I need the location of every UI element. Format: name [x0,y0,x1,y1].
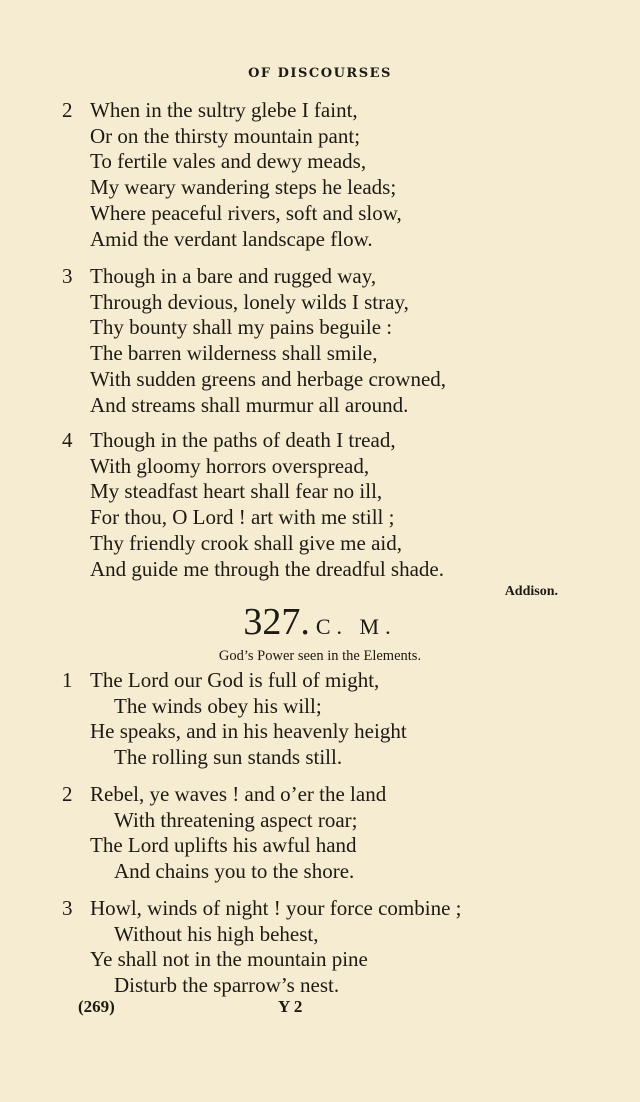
verse-line: My steadfast heart shall fear no ill, [90,479,383,504]
verse-line: The winds obey his will; [114,693,322,718]
verse-line: Through devious, lonely wilds I stray, [90,289,409,314]
stanza [62,428,582,582]
hymn-heading [0,600,640,644]
verse-line: With gloomy horrors overspread, [90,453,370,478]
stanza-number: 2 [62,98,73,122]
stanza [62,98,582,252]
hymn-meter: C. M. [315,614,397,639]
verse-line: The barren wilderness shall smile, [90,341,378,366]
verse-line: The Lord our God is full of might, [90,668,380,692]
verse-line: And streams shall murmur all around. [90,392,409,417]
verse-line: Howl, winds of night ! your force combine ; [90,896,462,920]
verse-line: Or on the thirsty mountain pant; [90,123,361,148]
verse-line: When in the sultry glebe I faint, [90,98,358,122]
verse-line: Though in a bare and rugged way, [90,264,377,288]
stanza-number: 4 [62,428,73,452]
verse-line: For thou, O Lord ! art with me still ; [90,505,395,530]
verse-line: Without his high behest, [114,921,319,946]
stanza-number: 1 [62,668,73,692]
verse-line: With threatening aspect roar; [114,807,358,832]
verse-line: Rebel, ye waves ! and o’er the land [90,782,387,806]
verse-line: The Lord uplifts his awful hand [90,833,357,858]
stanza [62,264,582,418]
verse-line: To fertile vales and dewy meads, [90,149,367,174]
verse-line: My weary wandering steps he leads; [90,175,397,200]
stanza [62,896,582,999]
running-header: OF DISCOURSES [248,66,392,81]
verse-line: Disturb the sparrow’s nest. [114,973,340,998]
hymn-number: 327. [243,601,310,643]
verse-line: And guide me through the dreadful shade. [90,556,444,581]
hymn-subtitle: God’s Power seen in the Elements. [218,648,422,664]
signature-mark: Y 2 [278,997,303,1016]
stanza [62,668,582,771]
verse-line: With sudden greens and herbage crowned, [90,366,447,391]
stanza-number: 2 [62,782,73,806]
page-number: (269) [78,997,115,1016]
verse-line: Though in the paths of death I tread, [90,428,396,452]
verse-line: Thy friendly crook shall give me aid, [90,530,402,555]
verse-line: Thy bounty shall my pains beguile : [90,315,393,340]
verse-line: He speaks, and in his heavenly height [90,719,407,744]
verse-line: Ye shall not in the mountain pine [90,947,368,972]
stanza-number: 3 [62,896,73,920]
stanza [62,782,582,885]
author-attribution: Addison. [504,584,558,599]
verse-line: The rolling sun stands still. [114,745,343,770]
verse-line: Amid the verdant landscape flow. [90,226,373,251]
verse-line: And chains you to the shore. [114,859,355,884]
verse-line: Where peaceful rivers, soft and slow, [90,200,402,225]
stanza-number: 3 [62,264,73,288]
